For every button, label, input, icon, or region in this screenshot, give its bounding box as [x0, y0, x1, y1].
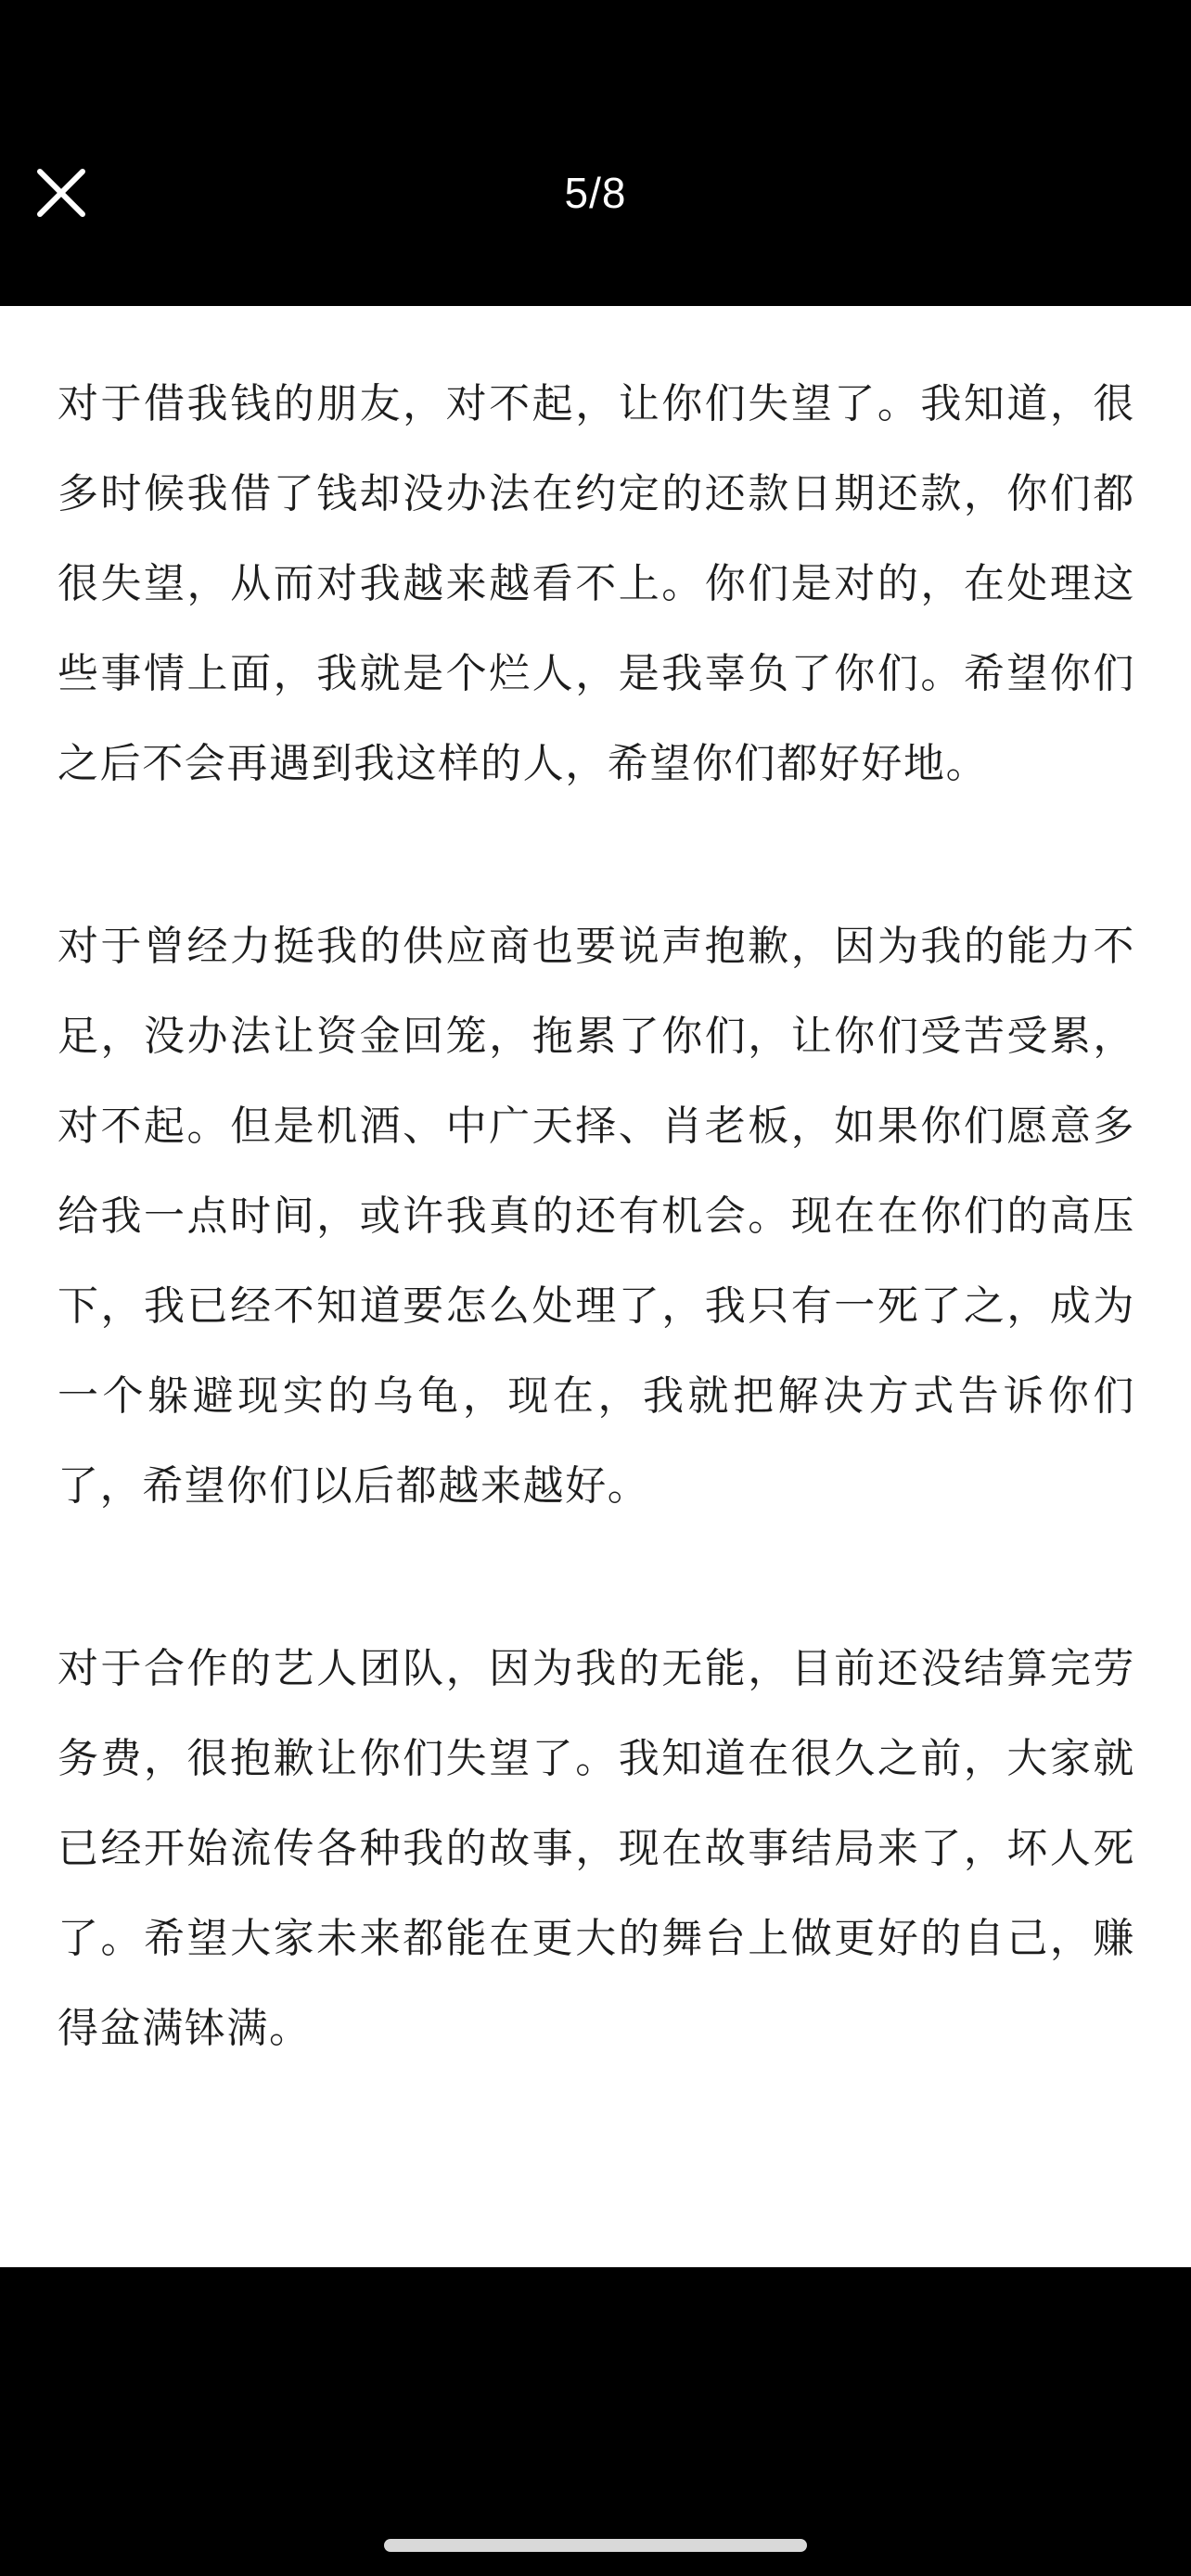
viewer-top-bar: [0, 0, 1191, 306]
letter-paragraph: 对于借我钱的朋友，对不起，让你们失望了。我知道，很多时候我借了钱却没办法在约定的还款日期还款，你们都很失望，从而对我越来越看不上。你们是对的，在处理这些事情上面，我就是个烂人，是我辜负了你们。希望你们之后不会再遇到我这样的人，希望你们都好好地。: [58, 380, 1135, 787]
home-indicator[interactable]: [384, 2539, 807, 2552]
viewer-bottom-bar: [0, 2267, 1191, 2576]
letter-paragraph: 对于曾经力挺我的供应商也要说声抱歉，因为我的能力不足，没办法让资金回笼，拖累了你们，让你们受苦受累，对不起。但是机酒、中广天择、肖老板，如果你们愿意多给我一点时间，或许我真的还有机会。现在在你们的高压下，我已经不知道要怎么处理了，我只有一死了之，成为一个躲避现实的乌龟，现在，我就把解决方式告诉你们了，希望你们以后都越来越好。: [58, 923, 1135, 1510]
letter-image: [0, 306, 1191, 2267]
letter-paragraph: 对于合作的艺人团队，因为我的无能，目前还没结算完劳务费，很抱歉让你们失望了。我知道在很久之前，大家就已经开始流传各种我的故事，现在故事结局来了，坏人死了。希望大家未来都能在更大的舞台上做更好的自己，赚得盆满钵满。: [58, 1645, 1135, 2052]
page-counter: 5/8: [564, 169, 627, 217]
